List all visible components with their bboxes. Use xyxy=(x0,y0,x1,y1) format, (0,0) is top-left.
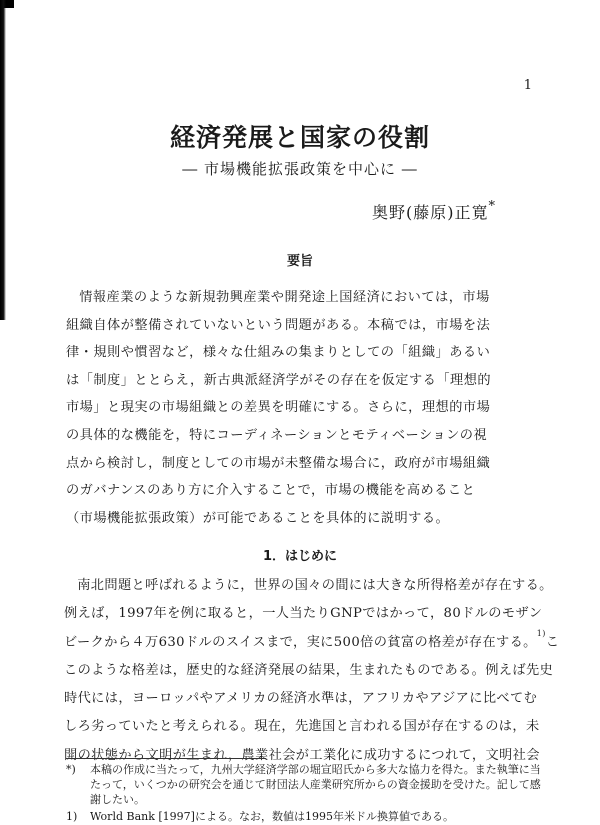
body-line: しろ劣っていたと考えられる。現在，先進国と言われる国が存在するのは，未 xyxy=(64,719,540,735)
body-line: 開の状態から文明が生まれ，農業社会が工業化に成功するにつれて，文明社会 xyxy=(64,747,540,763)
footnote-text: 本稿の作成に当たって，九州大学経済学部の堀宣昭氏から多大な協力を得た。また執筆に当たって，いくつかの研究会を通じて財団法人産業研究所からの資金援助を受けた。記して感謝したい。 xyxy=(90,763,541,806)
abstract-line: 律・規則や慣習など，様々な仕組みの集まりとしての「組織」あるい xyxy=(66,345,491,361)
author-footnote-mark: * xyxy=(488,198,496,214)
body-line-text: ビークから４万630ドルのスイスまで，実に500倍の貧富の格差が存在する。 xyxy=(64,634,537,650)
footnote-ref: 1) xyxy=(536,628,546,638)
section-body xyxy=(64,572,560,770)
footnote-mark: 1) xyxy=(66,810,78,823)
body-line xyxy=(64,628,560,657)
body-line: このような格差は，歴史的な経済発展の結果，生まれたものである。例えば先史 xyxy=(64,662,554,678)
footnote-divider xyxy=(66,758,266,759)
footnotes xyxy=(66,762,542,824)
body-line: 例えば，1997年を例に取ると，一人当たりGNPではかって，80ドルのモザン xyxy=(64,606,543,622)
footnote-1 xyxy=(66,809,542,824)
page-number: 1 xyxy=(523,78,532,93)
abstract-body xyxy=(66,284,536,532)
abstract-line: （市場機能拡張政策）が可能であることを具体的に説明する。 xyxy=(66,510,450,526)
body-line: 時代には，ヨーロッパやアメリカの経済水準は，アフリカやアジアに比べてむ xyxy=(64,691,538,707)
footnote-author xyxy=(66,762,542,807)
abstract-line: 点から検討し，制度としての市場が未整備な場合に，政府が市場組織 xyxy=(66,455,491,471)
author-name: 奥野(藤原)正寛 xyxy=(372,203,489,222)
abstract-heading: 要旨 xyxy=(286,254,313,269)
abstract-line: 市場」と現実の市場組織との差異を明確にする。さらに，理想的市場 xyxy=(66,400,491,416)
section-heading: 1．はじめに xyxy=(262,549,338,564)
author xyxy=(372,200,496,223)
body-line-tail: こ xyxy=(545,634,560,650)
footnote-mark: *) xyxy=(66,763,76,776)
abstract-line: の具体的な機能を，特にコーディネーションとモティベーションの視 xyxy=(66,427,488,443)
abstract-line: のガバナンスのあり方に介入することで，市場の機能を高めること xyxy=(66,483,476,499)
paper-subtitle: ― 市場機能拡張政策を中心に ― xyxy=(182,160,418,178)
abstract-line: 組織自体が整備されていないという問題がある。本稿では，市場を法 xyxy=(66,317,491,333)
footnote-text: World Bank [1997]による。なお，数値は1995年米ドル換算値である。 xyxy=(90,810,454,823)
paper-title: 経済発展と国家の役割 xyxy=(169,123,430,152)
body-line: 南北問題と呼ばれるように，世界の国々の間には大きな所得格差が存在する。 xyxy=(77,578,553,593)
abstract-line: は「制度」ととらえ，新古典派経済学がその存在を仮定する「理想的 xyxy=(66,372,492,388)
abstract-line: 情報産業のような新規勃興産業や開発途上国経済においては，市場 xyxy=(79,290,490,305)
